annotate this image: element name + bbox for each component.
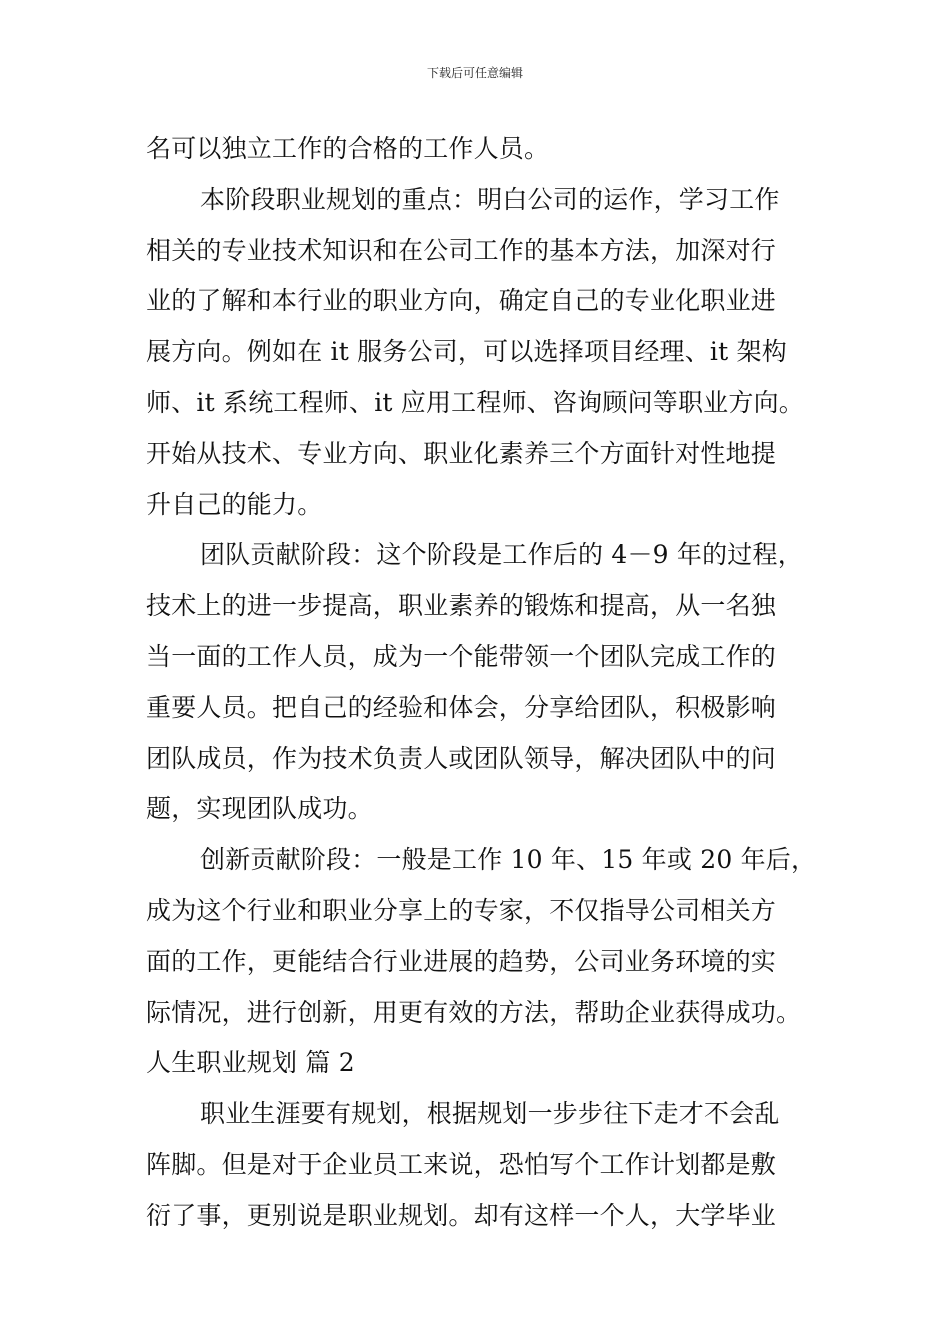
text-line: 名可以独立工作的合格的工作人员。	[146, 134, 550, 163]
text-line: 业的了解和本行业的职业方向，确定自己的专业化职业进	[146, 286, 777, 316]
text-line: 阵脚。但是对于企业员工来说，恐怕写个工作计划都是敷	[146, 1149, 777, 1179]
paragraph-start-line: 创新贡献阶段：一般是工作 10 年、15 年或 20 年后，	[200, 845, 817, 875]
text-line: 相关的专业技术知识和在公司工作的基本方法，加深对行	[146, 235, 777, 265]
paragraph-start-line: 职业生涯要有规划，根据规划一步步往下走才不会乱	[200, 1099, 780, 1129]
text-line: 面的工作，更能结合行业进展的趋势，公司业务环境的实	[146, 946, 777, 976]
document-body	[146, 127, 816, 1245]
text-line: 升自己的能力。	[146, 489, 323, 519]
text-line: 题，实现团队成功。	[146, 794, 373, 824]
paragraph-start-line: 团队贡献阶段：这个阶段是工作后的 4－9 年的过程，	[200, 540, 803, 570]
paragraph-start-line: 本阶段职业规划的重点：明白公司的运作，学习工作	[200, 184, 780, 214]
text-line: 际情况，进行创新，用更有效的方法，帮助企业获得成功。	[146, 997, 802, 1027]
page-header: 下载后可任意编辑	[426, 66, 523, 80]
text-line: 展方向。例如在 it 服务公司，可以选择项目经理、it 架构	[146, 337, 787, 367]
text-line: 开始从技术、专业方向、职业化素养三个方面针对性地提	[146, 438, 777, 468]
text-line: 师、it 系统工程师、it 应用工程师、咨询顾问等职业方向。	[146, 387, 804, 417]
section-heading: 人生职业规划 篇 2	[146, 1048, 355, 1078]
text-line: 衍了事，更别说是职业规划。却有这样一个人，大学毕业	[146, 1200, 777, 1230]
text-line: 技术上的进一步提高，职业素养的锻炼和提高，从一名独	[146, 591, 777, 621]
text-line: 当一面的工作人员，成为一个能带领一个团队完成工作的	[146, 641, 777, 671]
text-line: 团队成员，作为技术负责人或团队领导，解决团队中的问	[146, 743, 777, 773]
text-line: 重要人员。把自己的经验和体会，分享给团队，积极影响	[146, 692, 777, 722]
text-line: 成为这个行业和职业分享上的专家，不仅指导公司相关方	[146, 895, 777, 925]
